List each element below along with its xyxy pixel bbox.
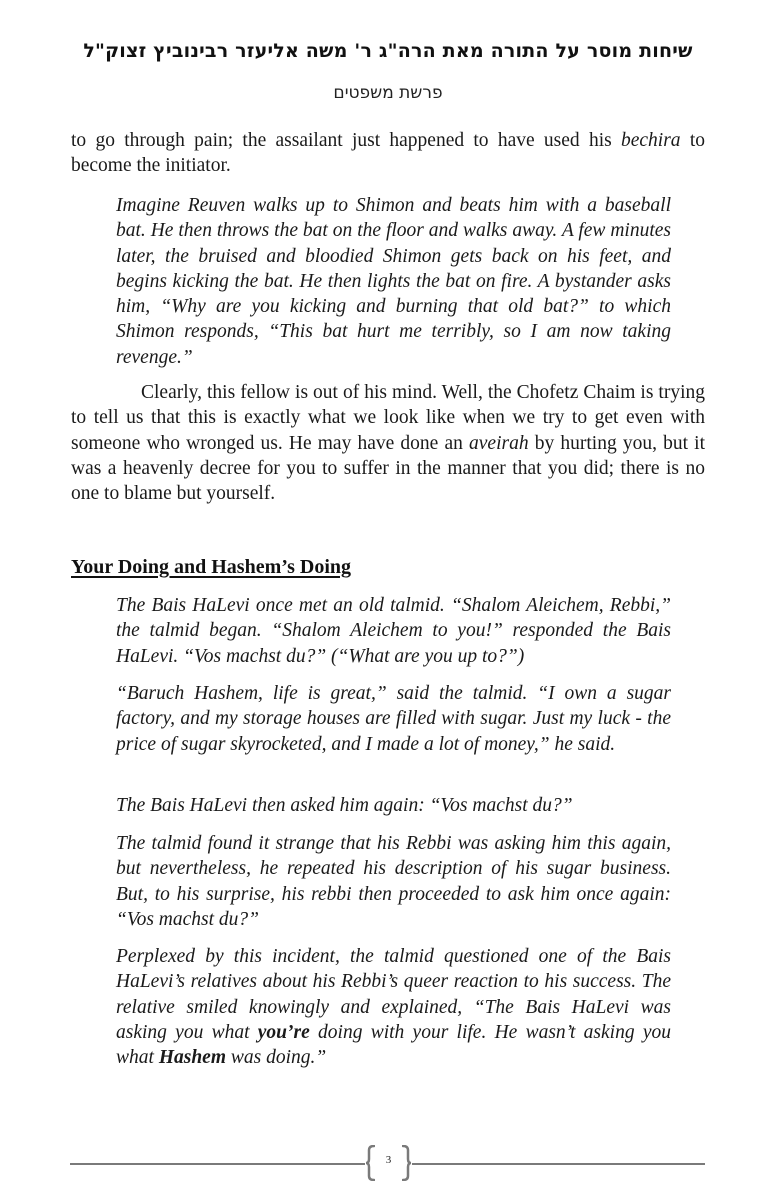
paragraph-continuation <box>71 128 705 179</box>
text-run: to go through pain; the assailant just happened to have used his <box>71 130 621 151</box>
block-quote-asked-again: The Bais HaLevi then asked him again: “Vos machst du?” <box>116 795 573 816</box>
footer-rule-left <box>70 1163 365 1165</box>
running-header-parsha: פרשת משפטים <box>333 83 443 103</box>
block-quote-reuven-shimon: Imagine Reuven walks up to Shimon and beats him with a baseball bat. He then throws the bat on the floor and walks away. A few minutes later, the bruised and bloodied Shimon gets back on his feet, and begins kicking the bat. He then lights the bat on fire. A bystander asks him, “Why are you kicking and burning that old bat?” to which Shimon responds, “This bat hurt me terribly, so I am now taking revenge.” <box>116 195 671 368</box>
text-run: to become the initiator. <box>71 130 706 177</box>
text-run: by hurting you, but it was a heavenly decree for you to suffer in the manner that you did; there is no one to blame but yourself. <box>71 432 705 505</box>
paragraph-chofetz-chaim <box>71 380 705 506</box>
text-run: Clearly, this fellow is out of his mind. Well, the Chofetz Chaim is trying to tell us that this is exactly what we look like when we try to get even with someone who wronged us. He may have done an <box>71 382 705 454</box>
running-header-title: שיחות מוסר על התורה מאת הרה"ג ר' משה אליעזר רבינוביץ זצוק"ל <box>83 40 693 62</box>
text-run: Perplexed by this incident, the talmid questioned one of the Bais HaLevi’s relatives about his Rebbi’s queer reaction to his success. The relative smiled knowingly and explained, “The Bais HaLevi was asking you what <box>116 946 671 1043</box>
page-footer <box>70 1145 705 1183</box>
emphasis-youre: you’re <box>257 1021 310 1043</box>
left-brace-icon <box>365 1145 375 1181</box>
right-brace-icon <box>402 1145 412 1181</box>
page-number: 3 <box>385 1154 392 1166</box>
footer-rule-right <box>412 1163 705 1165</box>
term-aveirah: aveirah <box>469 432 529 454</box>
emphasis-hashem: Hashem <box>158 1047 226 1069</box>
text-run: was doing.” <box>226 1047 327 1069</box>
block-quote-repeated: The talmid found it strange that his Rebbi was asking him this again, but nevertheless, he repeated his description of his sugar business. But, to his surprise, his rebbi then proceeded to ask him once again: “Vos machst du?” <box>116 833 671 930</box>
section-heading: Your Doing and Hashem’s Doing <box>71 556 352 578</box>
block-quote-bais-halevi-meeting: The Bais HaLevi once met an old talmid. “Shalom Aleichem, Rebbi,” the talmid began. “Shalom Aleichem to you!” responded the Bais HaLevi. “Vos machst du?” (“What are you up to?”) <box>116 595 671 667</box>
term-bechira: bechira <box>620 130 681 151</box>
text-run: doing with your life. He wasn’t asking you what <box>116 1021 671 1069</box>
block-quote-sugar-factory: “Baruch Hashem, life is great,” said the talmid. “I own a sugar factory, and my storage houses are filled with sugar. Just my luck - the price of sugar skyrocketed, and I made a lot of money,” he said. <box>116 683 671 755</box>
block-quote-explanation <box>116 944 671 1070</box>
